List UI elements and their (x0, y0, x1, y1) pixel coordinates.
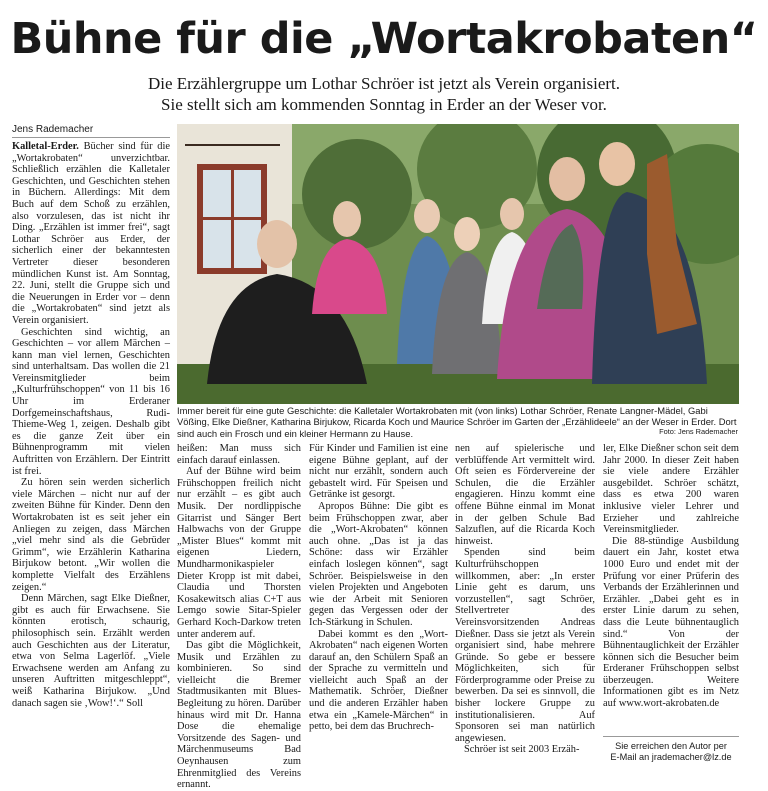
contact-email: E-Mail an jrademacher@lz.de (610, 752, 732, 762)
author-byline: Jens Rademacher (12, 124, 94, 135)
paragraph: nen auf spielerische und verblüffende Art vermittelt wird. Oft seien es Fördervereine der Schulen, die die Erzähler engagieren. Hinzu kommt eine offene Bühne einmal im Monat in der gelben Schule Bad Salzuflen, auf die Ricarda Koch hinweist. (455, 443, 595, 547)
paragraph: Zu hören sein werden sicherlich viele Märchen – nicht nur auf der zweiten Bühne für Kinder. Denn den Wortakrobaten ist es seit jeher ein Anliegen zu zeigen, dass Märchen „viel mehr sind als die Gebrüder Grimm“, wie Erzählerin Katharina Birjukow betont. „Wir wollen die komplette Vielfalt des Erzählens zeigen.“ (12, 477, 170, 593)
paragraph: heißen: Man muss sich einfach darauf einlassen. (177, 443, 301, 466)
paragraph: Das gibt die Möglichkeit, Musik und Erzählen zu kombinieren. So sind vielleicht die Bremer Stadtmusikanten mit Blues-Begleitung zu hören. Darüber hinaus wird mit Dr. Hanna Dose die ehemalige Vorsitzende des Sagen- und Märchenmuseums Bad Oeynhausen zum Ehrenmitglied des Vereins ernannt. (177, 640, 301, 791)
photo-caption: Immer bereit für eine gute Geschichte: die Kalletaler Wortakrobaten mit (von links) Lothar Schröer, Renate Langner-Mädel, Gabi Vößing, Elke Dießner, Katharina Birjukow, Ricarda Koch und Maurice Schröer im Garten der „Erzählideele“ an der Weser in Erder. Dort sind auch ein Frosch und ein kleiner Hermann zu Hause. (177, 405, 737, 439)
article-photo (177, 124, 739, 404)
paragraph: Für Kinder und Familien ist eine eigene Bühne geplant, auf der nicht nur erzählt, sondern auch gebastelt wird. Für Speisen und Getränke ist gesorgt. (309, 443, 448, 501)
paragraph: Auf der Bühne wird beim Frühschoppen freilich nicht nur erzählt – es gibt auch Musik. Der nordlippische Gitarrist und Sänger Bert Halbwachs von der Gruppe „Mister Blues“ kommt mit eigenen Liedern, Mundharmonikaspieler Dieter Kropp ist mit dabei, Claudia und Thorsten Kosakewitsch alias C+T aus Lemgo sowie Sitar-Spieler Gerhard Koch-Darkow treten unter anderem auf. (177, 466, 301, 640)
paragraph: Schröer ist seit 2003 Erzäh- (464, 744, 580, 756)
text-column-5 (603, 443, 739, 710)
paragraph: Denn Märchen, sagt Elke Dießner, gibt es auch für Erwachsene. Sie könnten erotisch, schaurig, philosophisch sein. Erzählt werden auch Geschichten aus der Literatur, etwa von Selma Lagerlöf. „Viele Erwachsene werden am Anfang zu unseren Auftritten mitgeschleppt“, weiß Katharina Birjukow. „Und danach sagen sie ‚Wow!‘.“ Soll (12, 593, 170, 709)
paragraph: Dabei kommt es den „Wort-Akrobaten“ nach eigenen Worten darauf an, den Schülern Spaß an der Sprache zu vermitteln und vielleicht auch Spaß an der Mathematik. Schröer, Dießner und die anderen Erzähler haben etwa ein „Kamele-Märchen“ in petto, bei dem das Bruchrech- (309, 628, 448, 733)
subheadline-line-2: Sie stellt sich am kommenden Sonntag in Erder an der Weser vor. (161, 95, 607, 114)
text-column-1 (12, 141, 170, 709)
paragraph: Die 88-stündige Ausbildung dauert ein Jahr, kostet etwa 1000 Euro und endet mit der Prüfung vor einer Prüferin des Verbands der Erzählerinnen und Erzähler. „Dabei geht es in erster Linie darum zu sehen, dass die Leute bühnentauglich sind.“ Von der Bühnentauglichkeit der Erzähler können sich die Besucher beim Erderaner Frühschoppen selbst überzeugen. Weitere Informationen gibt es im Netz auf www.wort-akrobaten.de (603, 535, 739, 710)
photo-illustration (177, 124, 739, 404)
paragraph: ler, Elke Dießner schon seit dem Jahr 2000. In dieser Zeit haben sie viele andere Erzähler ausgebildet. Schröer schätzt, dass es etwa 200 waren inklusive vieler Lehrer und Erzieher und zahlreiche Vereinsmitglieder. (603, 443, 739, 536)
text-column-3 (309, 443, 448, 733)
text-column-2 (177, 443, 301, 791)
paragraph (12, 141, 170, 327)
byline-divider (12, 137, 170, 138)
paragraph: Spenden sind beim Kulturfrühschoppen willkommen, aber: „In erster Linie geht es darum, uns vorzustellen“, sagt Schröer, Stellvertreter des Vereinsvorsitzenden Andreas Dießner. Dass sie jetzt als Verein organisiert sind, habe mehrere Gründe. So gebe er bessere Möglichkeiten, sich für Förderprogramme oder Preise zu bewerben. Da sei es sinnvoll, die bisher lockere Gruppe zu institutionalisieren. Auf Sponsoren sei man natürlich angewiesen. (455, 547, 595, 744)
headline: Bühne für die „Wortakrobaten“ (10, 14, 758, 64)
photo-credit: Foto: Jens Rademacher (659, 427, 738, 436)
subheadline-line-1: Die Erzählergruppe um Lothar Schröer ist jetzt als Verein organisiert. (147, 74, 621, 93)
contact-divider (603, 736, 739, 737)
text-column-4 (455, 443, 595, 756)
paragraph: Geschichten sind wichtig, an Geschichten – vor allem Märchen – kann man viel lernen, Geschichten sind unterhaltsam. Das wollen die 21 Vereinsmitglieder beim „Kulturfrühschoppen“ von 11 bis 16 Uhr im Erderaner Dorfgemeinschaftshaus, Rudi-Thieme-Weg 1, zeigen. Deshalb gibt es die ganze Zeit über ein Bühnenprogramm mit vielen Auftritten von Erzählern. Der Eintritt ist frei. (12, 326, 170, 477)
paragraph-text: Bücher sind für die „Wortakrobaten“ unverzichtbar. Schließlich erzählen die Kalletaler Geschichten, und Geschichten stehen in Büchern. Allerdings: Mit dem Buch auf dem Schoß zu erzählen, also vorzulesen, das ist nicht ihr Ding. „Erzählen ist immer frei“, sagt Lothar Schröer aus Erder, der sicherlich einer der bekanntesten Vertreter dieser besonderen mündlichen Kunst ist. Am Sonntag, 22. Juni, stellt die Gruppe sich und die Neuerungen in Erder vor – denn die „Wortakrobaten“ sind jetzt als Verein organisiert. (12, 141, 170, 326)
dateline: Kalletal-Erder. (12, 141, 79, 152)
contact-line-1: Sie erreichen den Autor per (615, 741, 727, 751)
paragraph: Apropos Bühne: Die gibt es beim Frühschoppen zwar, aber die „Wort-Akrobaten“ können auch ohne. „Das ist ja das Schöne: dass wir Erzähler einfach loslegen können“, sagt Schröer. Beispielsweise in den vielen Projekten und Angeboten wie der Arbeit mit Senioren gegen das Vergessen oder der Ich-Stärkung in Schulen. (309, 500, 448, 628)
author-contact (603, 741, 739, 763)
subheadline (0, 73, 768, 115)
